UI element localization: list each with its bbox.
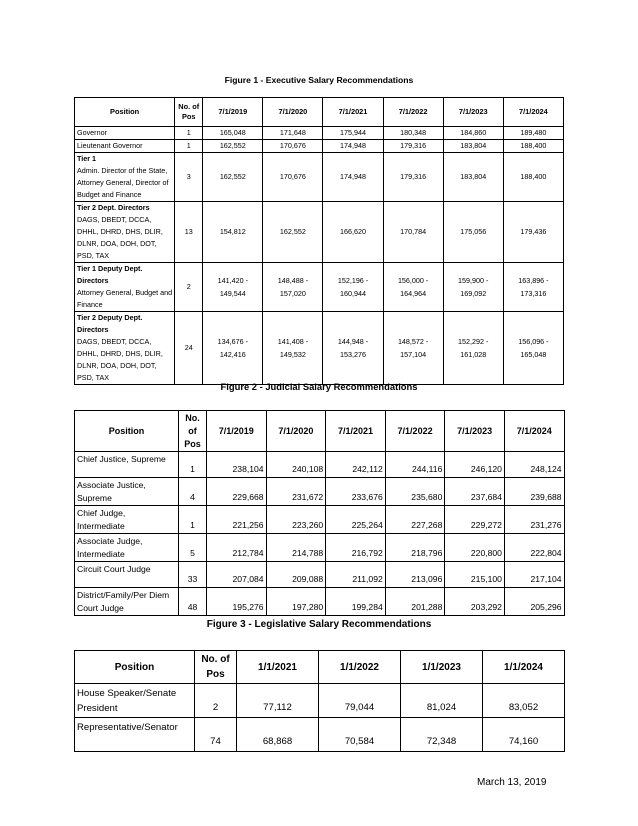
salary-cell: 215,100 [445, 562, 505, 588]
position-line: Intermediate [77, 549, 125, 559]
position-cell [75, 153, 175, 202]
count-cell: 1 [179, 506, 207, 534]
document-date: March 13, 2019 [477, 777, 547, 788]
salary-range-cell [383, 263, 443, 312]
salary-cell: 175,944 [323, 127, 383, 140]
salary-cell: 221,256 [207, 506, 267, 534]
count-cell: 2 [195, 684, 237, 718]
salary-cell: 162,552 [263, 202, 323, 263]
header-row [75, 98, 564, 127]
salary-range-low: 159,900 - [458, 276, 489, 285]
salary-cell: 229,272 [445, 506, 505, 534]
position-line: DHHL, DHRD, DHS, DLIR, [77, 227, 163, 236]
position-line: PSD, TAX [77, 373, 110, 382]
position-column-header: Position [75, 411, 179, 452]
table-row [75, 684, 565, 718]
position-cell [75, 127, 175, 140]
salary-range-low: 152,196 - [337, 276, 369, 285]
salary-cell: 227,268 [385, 506, 445, 534]
salary-range-low: 134,676 - [217, 337, 248, 346]
salary-range-high: 149,532 [279, 350, 306, 359]
table-row [75, 534, 565, 562]
salary-range-cell [503, 263, 563, 312]
salary-cell: 233,676 [326, 478, 386, 506]
date-column-header: 7/1/2021 [323, 98, 383, 127]
salary-cell: 175,056 [443, 202, 503, 263]
salary-cell: 213,096 [385, 562, 445, 588]
position-cell [75, 718, 195, 752]
date-column-header: 7/1/2019 [203, 98, 263, 127]
salary-cell: 195,276 [207, 588, 267, 616]
salary-cell: 235,680 [385, 478, 445, 506]
date-column-header: 1/1/2023 [401, 651, 483, 684]
tier-title: Tier 1 [77, 154, 97, 163]
salary-cell: 199,284 [326, 588, 386, 616]
salary-cell: 68,868 [237, 718, 319, 752]
date-column-header: 7/1/2023 [443, 98, 503, 127]
tier-title: Tier 2 Deputy Dept. Directors [77, 313, 143, 334]
salary-range-high: 169,092 [460, 289, 487, 298]
table-row [75, 562, 565, 588]
position-cell [75, 588, 179, 616]
tier-title: Tier 1 Deputy Dept. Directors [77, 264, 143, 285]
salary-cell: 205,296 [504, 588, 564, 616]
salary-range-high: 165,048 [520, 350, 547, 359]
salary-cell: 179,316 [383, 140, 443, 153]
count-cell: 48 [179, 588, 207, 616]
salary-cell: 74,160 [483, 718, 565, 752]
position-line: Attorney General, Director of [77, 178, 169, 187]
salary-cell: 170,676 [263, 153, 323, 202]
salary-cell: 238,104 [207, 452, 267, 478]
position-cell [75, 478, 179, 506]
position-line: DLNR, DOA, DOH, DOT, [77, 239, 157, 248]
salary-cell: 189,480 [503, 127, 563, 140]
salary-range-low: 156,000 - [397, 276, 429, 285]
salary-cell: 179,436 [503, 202, 563, 263]
executive-salary-table [74, 97, 564, 385]
position-line: Admin. Director of the State, [77, 166, 168, 175]
position-column-header: Position [75, 651, 195, 684]
salary-cell: 244,116 [385, 452, 445, 478]
salary-cell: 246,120 [445, 452, 505, 478]
salary-range-low: 144,948 - [337, 337, 369, 346]
salary-cell: 162,552 [203, 140, 263, 153]
salary-range-high: 149,544 [219, 289, 246, 298]
count-header-line: No. of [201, 654, 230, 665]
salary-cell: 242,112 [326, 452, 386, 478]
figure-1-title: Figure 1 - Executive Salary Recommendations [224, 75, 414, 85]
salary-cell: 166,620 [323, 202, 383, 263]
position-cell [75, 452, 179, 478]
count-header-line: of [188, 425, 197, 436]
count-cell: 24 [175, 312, 203, 385]
date-column-header: 7/1/2020 [266, 411, 326, 452]
date-column-header: 7/1/2022 [385, 411, 445, 452]
salary-cell: 203,292 [445, 588, 505, 616]
salary-range-cell [323, 312, 383, 385]
table-row [75, 263, 564, 312]
date-column-header: 7/1/2020 [263, 98, 323, 127]
position-cell [75, 534, 179, 562]
salary-cell: 183,804 [443, 140, 503, 153]
count-column-header [195, 651, 237, 684]
salary-range-cell [443, 263, 503, 312]
judicial-salary-table [74, 410, 565, 616]
table-row [75, 588, 565, 616]
salary-cell: 217,104 [504, 562, 564, 588]
salary-range-high: 164,964 [400, 289, 427, 298]
salary-cell: 214,788 [266, 534, 326, 562]
position-line: PSD, TAX [77, 251, 110, 260]
table-row [75, 202, 564, 263]
position-cell [75, 263, 175, 312]
salary-cell: 229,668 [207, 478, 267, 506]
count-cell: 2 [175, 263, 203, 312]
table-row [75, 718, 565, 752]
position-line: Budget and Finance [77, 190, 142, 199]
count-cell: 13 [175, 202, 203, 263]
count-cell: 1 [179, 452, 207, 478]
position-line: Attorney General, Budget and [77, 288, 173, 297]
table-row [75, 153, 564, 202]
salary-range-high: 157,104 [400, 350, 427, 359]
table-header [75, 651, 565, 684]
salary-cell: 231,672 [266, 478, 326, 506]
count-cell: 1 [175, 127, 203, 140]
count-header-line: No. of [178, 102, 200, 111]
salary-cell: 81,024 [401, 684, 483, 718]
salary-cell: 180,348 [383, 127, 443, 140]
salary-range-cell [383, 312, 443, 385]
salary-cell: 218,796 [385, 534, 445, 562]
salary-cell: 211,092 [326, 562, 386, 588]
count-column-header [175, 98, 203, 127]
position-line: Chief Justice, Supreme [77, 454, 166, 464]
date-column-header: 7/1/2019 [207, 411, 267, 452]
salary-cell: 248,124 [504, 452, 564, 478]
table-row [75, 452, 565, 478]
position-line: DHHL, DHRD, DHS, DLIR, [77, 349, 163, 358]
count-cell: 5 [179, 534, 207, 562]
table-row [75, 140, 564, 153]
count-column-header [179, 411, 207, 452]
table-row [75, 506, 565, 534]
position-line: Finance [77, 300, 103, 309]
count-cell: 1 [175, 140, 203, 153]
salary-cell: 240,108 [266, 452, 326, 478]
salary-range-high: 160,944 [340, 289, 367, 298]
salary-cell: 188,400 [503, 140, 563, 153]
salary-range-cell [203, 263, 263, 312]
salary-range-cell [323, 263, 383, 312]
salary-cell: 170,784 [383, 202, 443, 263]
salary-cell: 174,948 [323, 153, 383, 202]
count-header-line: Pos [184, 438, 201, 449]
table-header [75, 411, 565, 452]
date-column-header: 7/1/2021 [326, 411, 386, 452]
count-cell: 4 [179, 478, 207, 506]
date-column-header: 1/1/2022 [319, 651, 401, 684]
salary-cell: 209,088 [266, 562, 326, 588]
table-header [75, 98, 564, 127]
date-column-header: 1/1/2024 [483, 651, 565, 684]
salary-cell: 70,584 [319, 718, 401, 752]
salary-range-cell [443, 312, 503, 385]
salary-cell: 154,812 [203, 202, 263, 263]
salary-cell: 174,948 [323, 140, 383, 153]
position-line: Associate Judge, [77, 536, 143, 546]
salary-range-low: 163,896 - [518, 276, 549, 285]
figure-2-title: Figure 2 - Judicial Salary Recommendations [220, 381, 418, 392]
salary-range-low: 156,096 - [518, 337, 549, 346]
salary-cell: 72,348 [401, 718, 483, 752]
salary-cell: 162,552 [203, 153, 263, 202]
salary-cell: 197,280 [266, 588, 326, 616]
position-line: Intermediate [77, 521, 125, 531]
salary-range-cell [263, 263, 323, 312]
salary-cell: 179,316 [383, 153, 443, 202]
salary-range-high: 173,316 [520, 289, 547, 298]
position-cell [75, 506, 179, 534]
position-line: Court Judge [77, 603, 124, 613]
salary-cell: 231,276 [504, 506, 564, 534]
salary-cell: 79,044 [319, 684, 401, 718]
salary-cell: 237,684 [445, 478, 505, 506]
position-line: Supreme [77, 493, 112, 503]
count-cell: 3 [175, 153, 203, 202]
salary-cell: 170,676 [263, 140, 323, 153]
count-cell: 74 [195, 718, 237, 752]
position-cell [75, 312, 175, 385]
salary-range-low: 141,420 - [217, 276, 248, 285]
salary-range-high: 142,416 [219, 350, 246, 359]
count-header-line: Pos [206, 669, 225, 680]
table-row [75, 312, 564, 385]
salary-cell: 188,400 [503, 153, 563, 202]
position-line: Representative/Senator [77, 722, 178, 733]
salary-range-high: 153,276 [340, 350, 367, 359]
position-cell [75, 140, 175, 153]
position-line: Governor [77, 128, 107, 137]
position-line: President [77, 703, 118, 714]
position-line: DLNR, DOA, DOH, DOT, [77, 361, 157, 370]
salary-cell: 207,084 [207, 562, 267, 588]
header-row [75, 411, 565, 452]
salary-cell: 183,804 [443, 153, 503, 202]
date-column-header: 7/1/2024 [503, 98, 563, 127]
position-column-header: Position [75, 98, 175, 127]
salary-cell: 165,048 [203, 127, 263, 140]
salary-cell: 171,648 [263, 127, 323, 140]
salary-cell: 220,800 [445, 534, 505, 562]
position-line: District/Family/Per Diem [77, 590, 170, 600]
salary-range-high: 157,020 [279, 289, 306, 298]
salary-cell: 225,264 [326, 506, 386, 534]
date-column-header: 7/1/2024 [504, 411, 564, 452]
salary-cell: 239,688 [504, 478, 564, 506]
position-cell [75, 562, 179, 588]
salary-cell: 212,784 [207, 534, 267, 562]
position-cell [75, 684, 195, 718]
salary-range-cell [263, 312, 323, 385]
figure-3-title: Figure 3 - Legislative Salary Recommendations [206, 619, 432, 630]
salary-cell: 184,860 [443, 127, 503, 140]
table-row [75, 478, 565, 506]
table-row [75, 127, 564, 140]
date-column-header: 7/1/2022 [383, 98, 443, 127]
position-line: DAGS, DBEDT, DCCA, [77, 215, 152, 224]
salary-range-low: 141,408 - [277, 337, 309, 346]
salary-cell: 222,804 [504, 534, 564, 562]
position-line: Chief Judge, [77, 508, 126, 518]
count-cell: 33 [179, 562, 207, 588]
salary-range-high: 161,028 [460, 350, 487, 359]
count-header-line: Pos [181, 112, 196, 121]
date-column-header: 7/1/2023 [445, 411, 505, 452]
salary-range-cell [503, 312, 563, 385]
tier-title: Tier 2 Dept. Directors [77, 203, 150, 212]
header-row [75, 651, 565, 684]
salary-range-low: 152,292 - [458, 337, 489, 346]
position-line: House Speaker/Senate [77, 688, 177, 699]
position-line: Associate Justice, [77, 480, 146, 490]
position-cell [75, 202, 175, 263]
salary-range-low: 148,488 - [277, 276, 309, 285]
salary-range-cell [203, 312, 263, 385]
position-line: Lieutenant Governor [77, 141, 143, 150]
position-line: DAGS, DBEDT, DCCA, [77, 337, 152, 346]
salary-cell: 216,792 [326, 534, 386, 562]
salary-range-low: 148,572 - [397, 337, 429, 346]
legislative-salary-table [74, 650, 565, 752]
position-line: Circuit Court Judge [77, 564, 151, 574]
salary-cell: 201,288 [385, 588, 445, 616]
salary-cell: 223,260 [266, 506, 326, 534]
salary-cell: 83,052 [483, 684, 565, 718]
date-column-header: 1/1/2021 [237, 651, 319, 684]
salary-cell: 77,112 [237, 684, 319, 718]
count-header-line: No. [185, 412, 200, 423]
